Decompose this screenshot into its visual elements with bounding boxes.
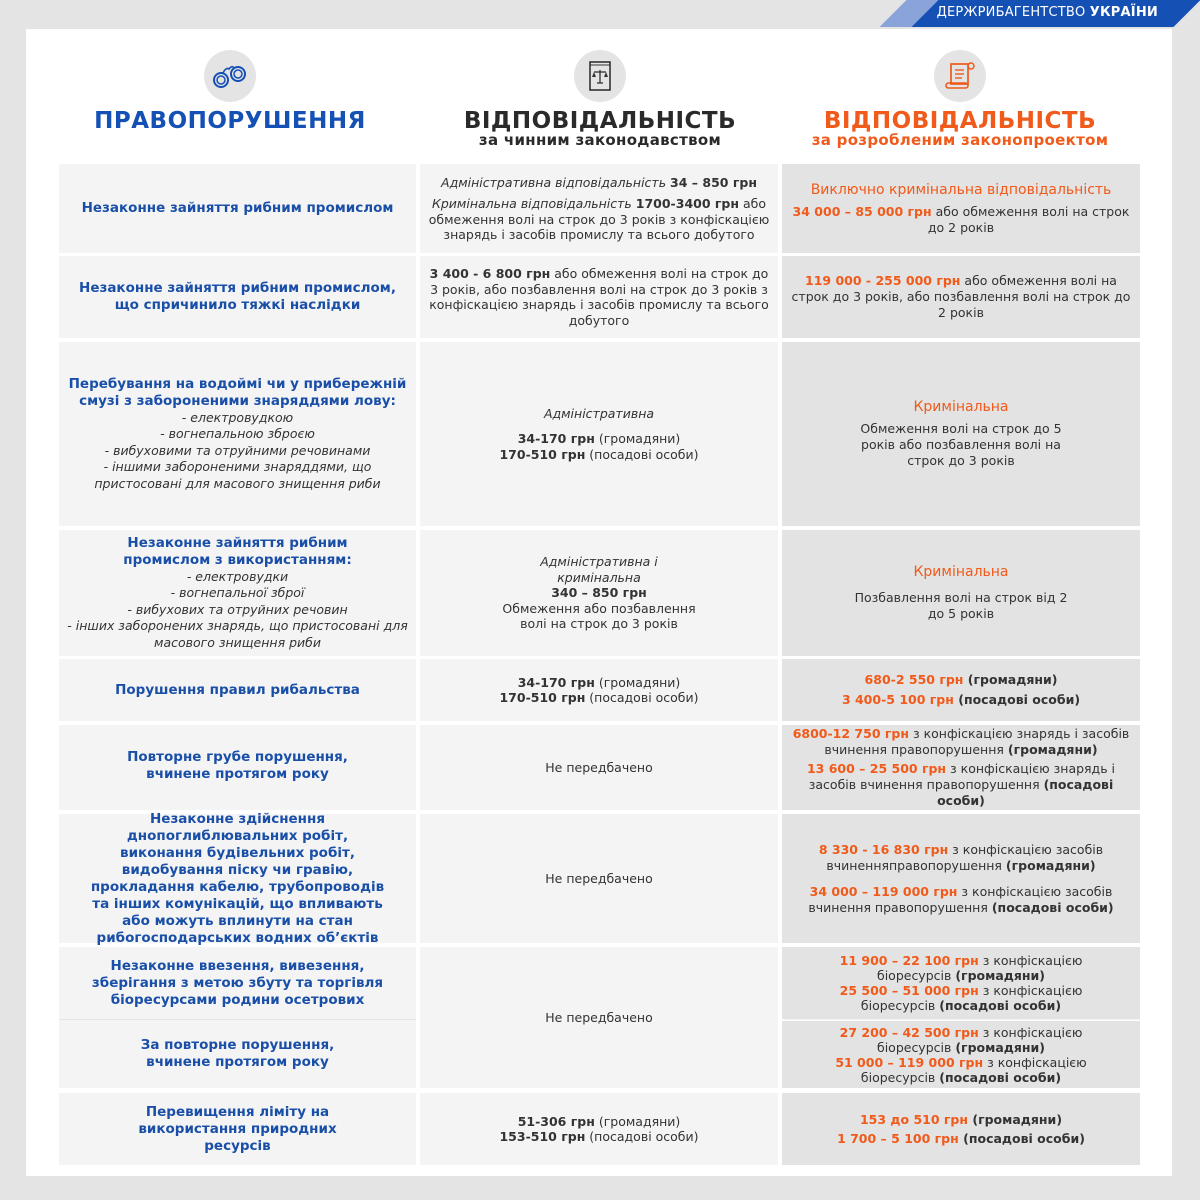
penalty-citizens: 680-2 550 грн (громадяни) [864,672,1058,687]
penalty-line: 34 000 – 85 000 грн або обмеження волі на строк до 2 років [792,203,1130,235]
column-subtitle-proposed: за розробленим законопроектом [811,131,1109,149]
penalty-text: Обмеження або позбавлення волі на строк до 3 років [502,600,696,632]
liability-type-label: Кримінальна [913,399,1009,415]
current-liability-cell: Не передбачено [420,947,778,1088]
penalty-line: 3 400 - 6 800 грн або обмеження волі на строк до 3 років, або позбавлення волі на строк до 3 років з конфіскацією знарядь і засобів промислу та всього добутого [429,266,769,328]
law-book-scales-icon [574,50,626,102]
column-title-violations: ПРАВОПОРУШЕННЯ [94,108,366,134]
violation-title: Перебування на водоймі чи у прибережній смузі з забороненими знаряддями лову: [68,375,407,409]
liability-type-label: Адміністративна і кримінальна [540,554,658,585]
penalty-citizens: 27 200 – 42 500 грн з конфіскацією біоресурсів (громадяни) [839,1024,1083,1055]
agency-banner [0,0,1200,27]
penalty-citizens: 51-306 грн (громадяни) [517,1113,681,1129]
column-title-current: ВІДПОВІДАЛЬНІСТЬ [463,108,737,134]
agency-name: ДЕРЖРИБАГЕНТСТВО УКРАЇНИ [936,5,1158,20]
penalty-citizens: 34-170 грн (громадяни) [517,674,681,690]
violation-cell [59,342,416,526]
current-liability-cell [420,1093,778,1165]
violation-cell: Перевищення ліміту на використання природних ресурсів [59,1093,416,1165]
column-subtitle-current: за чинним законодавством [478,131,722,149]
violation-item: - електровудкою [181,409,294,425]
column-title-proposed: ВІДПОВІДАЛЬНІСТЬ [823,108,1097,134]
penalty-officials: 153-510 грн (посадові особи) [499,1129,699,1144]
penalty-officials: 25 500 – 51 000 грн з конфіскацією біоресурсів (посадові особи) [839,983,1083,1013]
current-liability-cell [420,164,778,253]
penalty-citizens: 6800-12 750 грн з конфіскацією знарядь і засобів вчинення правопорушення (громадяни) [792,726,1130,757]
current-liability-cell [420,659,778,721]
violation-cell: Незаконне зайняття рибним промислом [59,164,416,253]
current-liability-cell [420,342,778,526]
proposed-liability-cell [782,256,1140,338]
liability-type-label: Кримінальна [913,564,1009,580]
penalty-citizens: 11 900 – 22 100 грн з конфіскацією біоресурсів (громадяни) [839,953,1083,983]
proposed-liability-cell [782,947,1140,1019]
penalty-text: Обмеження волі на строк до 5 років або позбавлення волі на строк до 3 років [860,421,1062,468]
violation-title: Незаконне зайняття рибним промислом з використанням: [123,534,352,568]
penalty-citizens: 153 до 510 грн (громадяни) [859,1112,1063,1127]
penalty-citizens: 8 330 - 16 830 грн з конфіскацією засобів вчиненняправопорушення (громадяни) [818,841,1104,873]
proposed-liability-cell [782,1093,1140,1165]
criminal-liability-line: Кримінальна відповідальність 1700-3400 грн або обмеження волі на строк до 3 років з конфіскацією знарядь і засобів промислу та всього добутого [428,196,770,242]
handcuffs-icon [204,50,256,102]
proposed-liability-cell [782,725,1140,810]
penalty-text: Позбавлення волі на строк від 2 до 5 років [854,590,1068,621]
proposed-liability-cell-repeat [782,1021,1140,1088]
header-proposed-liability [780,50,1140,149]
violation-cell [59,530,416,656]
violation-cell: Незаконне зайняття рибним промислом, що спричинило тяжкі наслідки [59,256,416,338]
violation-item: - вибуховими та отруйними речовинами [104,442,371,458]
proposed-liability-cell [782,164,1140,253]
penalty-line: 119 000 - 255 000 грн або обмеження волі на строк до 3 років, або позбавлення волі на строк до 2 років [791,273,1131,320]
row-divider [782,1019,1140,1020]
violation-cell: Повторне грубе порушення, вчинене протягом року [59,725,416,810]
penalty-officials: 170-510 грн (посадові особи) [499,446,699,462]
violation-item: - електровудки [186,568,289,584]
violation-cell: Незаконне здійснення днопоглиблювальних робіт, виконання будівельних робіт, видобування піску чи гравію, прокладання кабелю, трубопроводів та інших комунікацій, що впливають або можуть вплинути на стан рибогосподарських водних об’єктів [59,814,416,943]
liability-type-label: Адміністративна [543,405,655,421]
liability-type-label: Виключно кримінальна відповідальність [810,181,1112,198]
violation-cell: Порушення правил рибальства [59,659,416,721]
violation-item: - вибухових та отруйних речовин [127,601,348,617]
penalty-officials: 170-510 грн (посадові особи) [499,690,699,705]
current-liability-cell [420,530,778,656]
current-liability-cell [420,256,778,338]
penalty-officials: 3 400-5 100 грн (посадові особи) [841,692,1081,707]
violation-cell-repeat: За повторне порушення, вчинене протягом року [59,1020,416,1088]
penalty-officials: 13 600 – 25 500 грн з конфіскацією знарядь і засобів вчинення правопорушення (посадові особи) [806,761,1116,808]
violation-item: - інших заборонених знарядь, що пристосовані для масового знищення риби [67,618,408,650]
violation-cell: Незаконне ввезення, вивезення, зберігання з метою збуту та торгівля біоресурсами родини осетрових [59,947,416,1019]
violation-item: - вогнепальною зброєю [160,426,315,442]
scroll-document-icon [934,50,986,102]
proposed-liability-cell [782,659,1140,721]
proposed-liability-cell [782,342,1140,526]
current-liability-cell: Не передбачено [420,725,778,810]
current-liability-cell: Не передбачено [420,814,778,943]
penalty-officials: 1 700 – 5 100 грн (посадові особи) [837,1131,1085,1146]
header-violations [60,50,400,134]
penalty-officials: 34 000 – 119 000 грн з конфіскацією засобів вчинення правопорушення (посадові особи) [808,883,1114,915]
administrative-liability-line: Адміністративна відповідальність 34 – 850 грн [441,174,757,190]
proposed-liability-cell [782,530,1140,656]
violation-item: - вогнепальної зброї [170,585,305,601]
proposed-liability-cell [782,814,1140,943]
penalty-citizens: 34-170 грн (громадяни) [517,431,681,447]
penalty-amount: 340 – 850 грн [551,585,647,601]
penalty-officials: 51 000 – 119 000 грн з конфіскацією біоресурсів (посадові особи) [835,1054,1087,1085]
violation-item: - іншими забороненими знаряддями, що пристосовані для масового знищення риби [94,459,381,491]
header-current-liability [420,50,780,149]
